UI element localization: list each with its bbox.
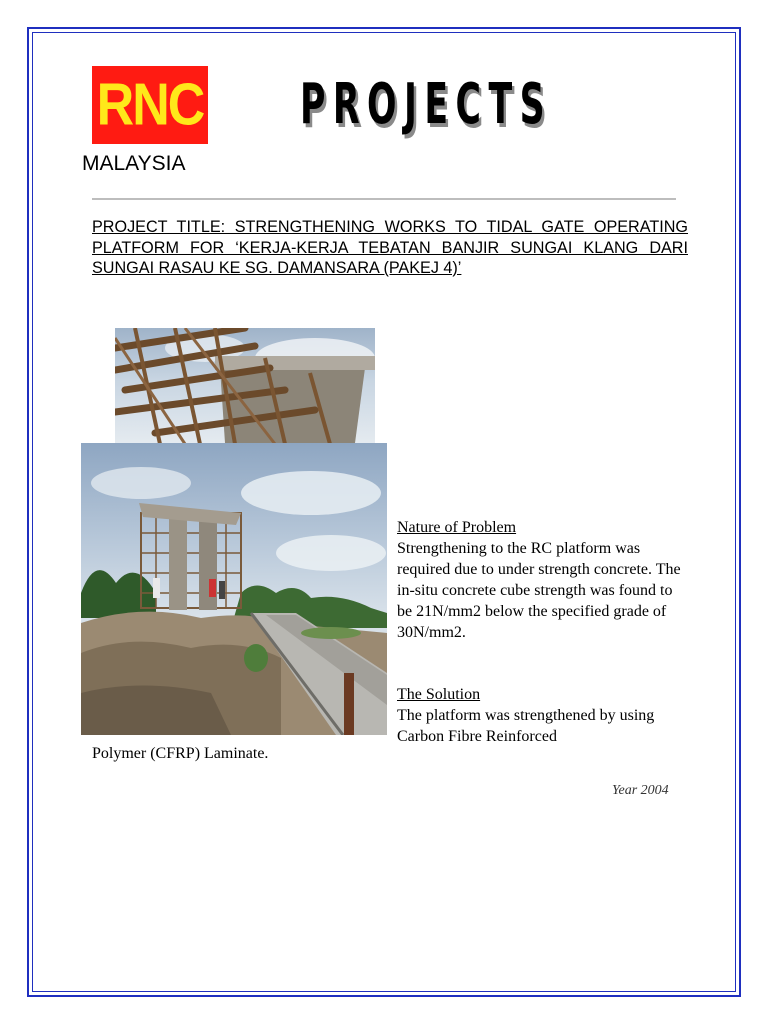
solution-text: The platform was strengthened by using Carbon Fibre Reinforced xyxy=(397,707,655,745)
nature-of-problem-heading: Nature of Problem xyxy=(397,519,517,536)
header-divider xyxy=(92,198,676,200)
solution-heading: The Solution xyxy=(397,686,481,703)
tidal-gate-platform-construction-site-photo xyxy=(81,443,387,735)
solution-text-continued: Polymer (CFRP) Laminate. xyxy=(92,745,269,762)
logo-country: MALAYSIA xyxy=(82,152,186,175)
scaffolding-and-formwork-photo xyxy=(115,328,375,444)
nature-of-problem-section xyxy=(397,517,687,643)
solution-section xyxy=(397,684,687,747)
rnc-logo xyxy=(92,66,208,144)
logo-text: RNC xyxy=(96,71,204,139)
nature-of-problem-text: Strengthening to the RC platform was required due to under strength concrete. The in-situ concrete cube strength was found to be 21N/mm2 below the specified grade of 30N/mm2. xyxy=(397,540,681,641)
project-year: Year 2004 xyxy=(612,783,669,798)
project-title: PROJECT TITLE: STRENGTHENING WORKS TO TIDAL GATE OPERATING PLATFORM FOR ‘KERJA-KERJA TEBATAN BANJIR SUNGAI KLANG DARI SUNGAI RASAU KE SG. DAMANSARA (PAKEJ 4)’ xyxy=(92,218,688,277)
page-title: PROJECTS xyxy=(300,72,553,137)
